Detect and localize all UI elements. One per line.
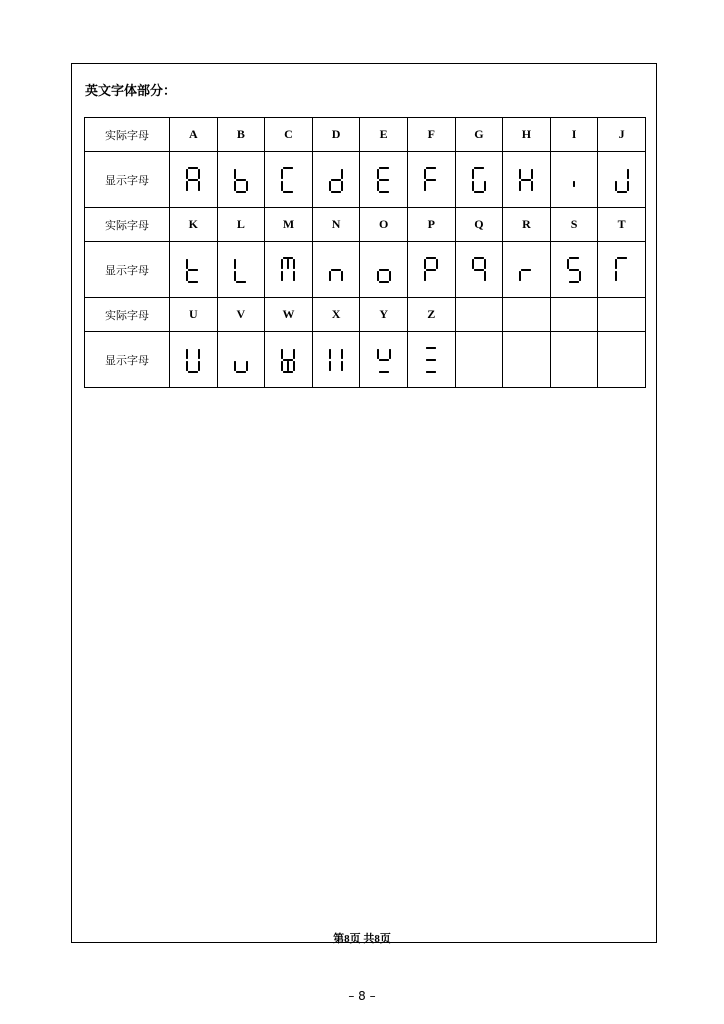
display-letter-row	[85, 242, 646, 298]
display-glyph-cell	[407, 242, 455, 298]
actual-letter-cell: A	[170, 118, 218, 152]
display-glyph-cell	[550, 332, 598, 388]
seven-segment-glyph	[281, 347, 295, 373]
seven-segment-glyph	[281, 167, 295, 193]
display-glyph-cell	[217, 242, 265, 298]
display-glyph-cell	[503, 332, 551, 388]
actual-letter-row	[85, 208, 646, 242]
display-glyph-cell	[265, 242, 313, 298]
actual-letter-cell: N	[312, 208, 360, 242]
display-glyph-cell	[455, 152, 503, 208]
display-glyph-cell	[598, 242, 646, 298]
seven-segment-glyph	[424, 167, 438, 193]
display-glyph-cell	[550, 152, 598, 208]
display-glyph-cell	[503, 152, 551, 208]
seven-segment-glyph	[234, 257, 248, 283]
display-glyph-cell	[598, 332, 646, 388]
section-title: 英文字体部分：	[85, 84, 177, 99]
display-letter-row	[85, 332, 646, 388]
row-label-actual: 实际字母	[85, 208, 170, 242]
seven-segment-glyph	[615, 257, 629, 283]
display-glyph-cell	[312, 242, 360, 298]
seven-segment-glyph	[424, 347, 438, 373]
seven-segment-glyph	[329, 257, 343, 283]
seven-segment-glyph	[567, 257, 581, 283]
row-label-actual: 实际字母	[85, 298, 170, 332]
seven-segment-glyph	[234, 167, 248, 193]
display-glyph-cell	[170, 332, 218, 388]
actual-letter-row	[85, 298, 646, 332]
actual-letter-cell	[455, 298, 503, 332]
actual-letter-cell: K	[170, 208, 218, 242]
actual-letter-cell: R	[503, 208, 551, 242]
page-footer: 第8页 共8页	[333, 933, 391, 945]
seven-segment-glyph	[234, 347, 248, 373]
row-label-display: 显示字母	[85, 242, 170, 298]
actual-letter-cell: D	[312, 118, 360, 152]
actual-letter-cell: T	[598, 208, 646, 242]
seven-segment-glyph	[377, 167, 391, 193]
actual-letter-cell: F	[407, 118, 455, 152]
display-glyph-cell	[360, 242, 408, 298]
seven-segment-glyph	[281, 257, 295, 283]
display-glyph-cell	[407, 332, 455, 388]
actual-letter-cell: S	[550, 208, 598, 242]
display-glyph-cell	[407, 152, 455, 208]
display-glyph-cell	[265, 332, 313, 388]
actual-letter-cell: L	[217, 208, 265, 242]
row-label-actual: 实际字母	[85, 118, 170, 152]
display-glyph-cell	[360, 332, 408, 388]
actual-letter-cell: Q	[455, 208, 503, 242]
seven-segment-glyph	[472, 257, 486, 283]
actual-letter-cell: I	[550, 118, 598, 152]
seven-segment-glyph	[424, 257, 438, 283]
actual-letter-cell	[503, 298, 551, 332]
actual-letter-cell: U	[170, 298, 218, 332]
seven-segment-glyph	[186, 167, 200, 193]
actual-letter-cell: H	[503, 118, 551, 152]
display-glyph-cell	[265, 152, 313, 208]
actual-letter-cell: M	[265, 208, 313, 242]
seven-segment-glyph	[377, 257, 391, 283]
actual-letter-cell: V	[217, 298, 265, 332]
display-glyph-cell	[455, 332, 503, 388]
seven-segment-glyph	[519, 257, 533, 283]
actual-letter-cell: P	[407, 208, 455, 242]
actual-letter-cell: G	[455, 118, 503, 152]
actual-letter-cell: X	[312, 298, 360, 332]
seven-segment-glyph	[329, 167, 343, 193]
actual-letter-row	[85, 118, 646, 152]
seven-segment-glyph	[329, 347, 343, 373]
actual-letter-cell: Y	[360, 298, 408, 332]
display-glyph-cell	[170, 152, 218, 208]
seven-segment-glyph	[186, 257, 200, 283]
display-glyph-cell	[455, 242, 503, 298]
actual-letter-cell: E	[360, 118, 408, 152]
seven-segment-glyph	[615, 167, 629, 193]
actual-letter-cell: C	[265, 118, 313, 152]
seven-segment-glyph	[186, 347, 200, 373]
display-glyph-cell	[360, 152, 408, 208]
seven-segment-glyph	[377, 347, 391, 373]
display-glyph-cell	[312, 152, 360, 208]
page-number: – 8 –	[348, 989, 376, 1003]
display-glyph-cell	[312, 332, 360, 388]
seven-segment-glyph	[567, 167, 581, 193]
row-label-display: 显示字母	[85, 332, 170, 388]
seven-segment-glyph	[472, 167, 486, 193]
font-mapping-table	[84, 117, 646, 388]
actual-letter-cell: W	[265, 298, 313, 332]
actual-letter-cell	[550, 298, 598, 332]
actual-letter-cell	[598, 298, 646, 332]
actual-letter-cell: B	[217, 118, 265, 152]
display-glyph-cell	[503, 242, 551, 298]
seven-segment-glyph	[519, 167, 533, 193]
display-letter-row	[85, 152, 646, 208]
actual-letter-cell: Z	[407, 298, 455, 332]
actual-letter-cell: O	[360, 208, 408, 242]
display-glyph-cell	[217, 152, 265, 208]
row-label-display: 显示字母	[85, 152, 170, 208]
display-glyph-cell	[217, 332, 265, 388]
display-glyph-cell	[550, 242, 598, 298]
actual-letter-cell: J	[598, 118, 646, 152]
display-glyph-cell	[170, 242, 218, 298]
display-glyph-cell	[598, 152, 646, 208]
